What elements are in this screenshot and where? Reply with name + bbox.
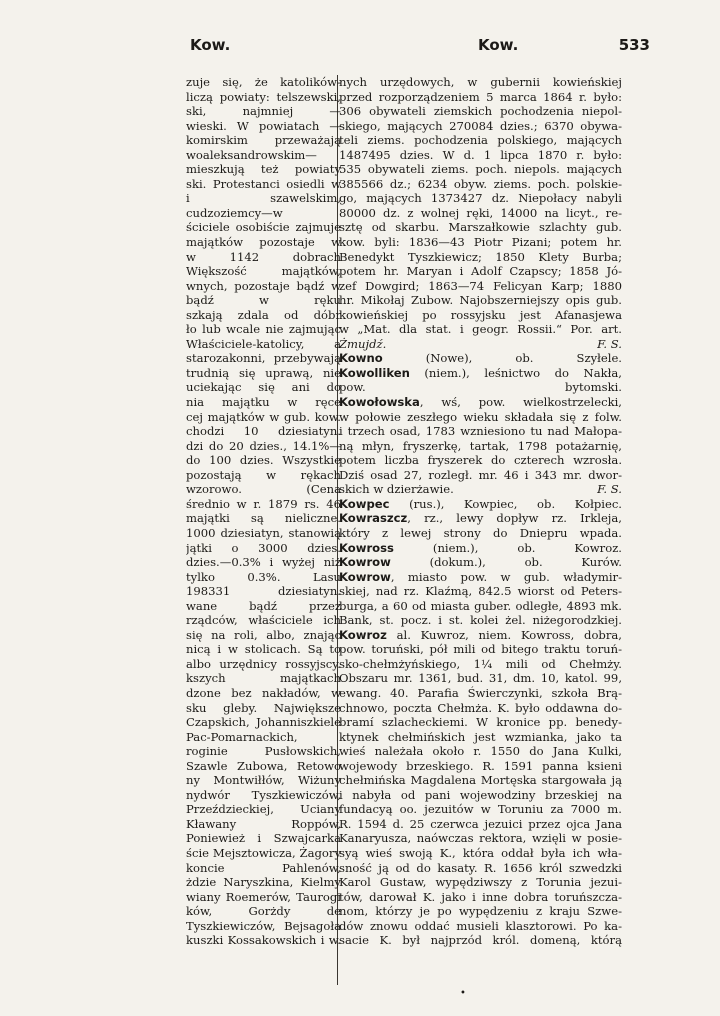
entry-first-line: Kowrow (dokum.), ob. Kurów. — [339, 555, 622, 570]
text-line: kuszki Kossakowskich i w. — [186, 933, 341, 948]
text-line: Pac-Pomarnackich, — [186, 729, 298, 744]
entry-first-line: Kowpec (rus.), Kowpiec, ob. Kołpiec. — [339, 496, 622, 511]
text-line: chnowo, poczta Chełmża. K. było oddawna do- — [339, 700, 622, 715]
text-line: ście Mejsztowicza, Żagory — [186, 845, 341, 860]
text-line: uciekając się ani do — [186, 380, 341, 395]
text-line: tów, darował K. jako i inne dobra toruńszcza- — [339, 889, 622, 904]
text-line: 306 obywateli ziemskich pochodzenia niepol- — [339, 104, 622, 119]
text-line: ło lub wcale nie zajmując — [186, 322, 341, 337]
text-line: sztę od skarbu. Marszałkowie szlachty gub. — [339, 220, 622, 235]
text-line: hr. Mikołaj Zubow. Najobszerniejszy opis gub. — [339, 293, 622, 308]
text-line: albo urzędnicy rossyjscy. — [186, 656, 341, 671]
text-line: Właściciele-katolicy, a — [186, 336, 341, 351]
entry-first-line: Kowross (niem.), ob. Kowroz. — [339, 540, 622, 555]
text-line: do 100 dzies. Wszystkie — [186, 453, 341, 468]
text-line: bramí szlacheckiemi. W kronice pp. benedy- — [339, 715, 622, 730]
text-line: wiany Roemerów, Taurogi — [186, 889, 341, 904]
text-line: ściciele osobiście zajmuje — [186, 220, 341, 235]
text-line: w 1142 dobrach — [186, 249, 341, 264]
text-line: mieszkują też powiaty — [186, 162, 341, 177]
text-line: kowieńskiej po rossyjsku jest Afanasjewa — [339, 307, 622, 322]
text-line: dzone bez nakładów, w — [186, 685, 341, 700]
text-line: zuje się, że katolików- — [186, 75, 341, 89]
text-line: liczą powiaty: telszewski, — [186, 89, 341, 104]
text-line: potem liczba fryszerek do czterech wzrosła. — [339, 453, 622, 468]
text-line: Kławany Roppów, — [186, 816, 341, 831]
text-line: syą wieś swoją K., która oddał była ich wła- — [339, 845, 622, 860]
text-line: Dziś osad 27, rozległ. mr. 46 i 343 mr. dwor- — [339, 467, 622, 482]
text-line: Obszaru mr. 1361, bud. 31, dm. 10, katol. 99, — [339, 671, 622, 686]
text-line: teli ziems. pochodzenia polskiego, mających — [339, 133, 622, 148]
text-line: skiego, mających 270084 dzies.; 6370 obywa- — [339, 118, 622, 133]
text-line: majątków pozostaje w — [186, 235, 341, 250]
text-line: trudnią się uprawą, nie — [186, 365, 341, 380]
header-center-keyword: Kow. — [478, 36, 519, 54]
text-line: komirskim przeważają — [186, 133, 341, 148]
text-line: jątki o 3000 dzies. — [186, 540, 341, 555]
text-line: żdzie Naryszkina, Kielmy — [186, 875, 341, 890]
text-line: sku gleby. Największe — [186, 700, 341, 715]
left-column — [186, 75, 341, 948]
text-line: szkają zdala od dóbr — [186, 307, 341, 322]
text-line: 385566 dz.; 6234 obyw. ziems. poch. polskie- — [339, 176, 622, 191]
text-line: który z lewej strony do Dniepru wpada. — [339, 525, 622, 540]
text-line: majątki są nieliczne. — [186, 511, 341, 526]
text-line: starozakonni, przebywają — [186, 351, 341, 366]
text-line: Poniewież i Szwajcarka — [186, 831, 341, 846]
text-line: ski, najmniej — — [186, 104, 341, 119]
text-line: wieś należała około r. 1550 do Jana Kulki, — [339, 744, 622, 759]
text-line: nia majątku w ręce — [186, 395, 341, 410]
page-number: 533 — [618, 36, 650, 54]
text-line: Karol Gustaw, wypędziwszy z Torunia jezui- — [339, 875, 622, 890]
text-line: burga, a 60 od miasta guber. odległe, 4893 mk. — [339, 598, 622, 613]
text-line: Kanaryusza, naówczas rektora, wzięli w posie- — [339, 831, 622, 846]
text-line: wojewody brzeskiego. R. 1591 panna ksieni — [339, 758, 622, 773]
entry-first-line: Kowolliken (niem.), leśnictwo do Nakła, — [339, 365, 622, 380]
text-line: ny Montwiłłów, Wiżuny — [186, 773, 341, 788]
text-line: koncie Pahlenów, — [186, 860, 341, 875]
text-line: ków, Gorżdy de — [186, 904, 341, 919]
text-line: nom, którzy je po wypędzeniu z kraju Szwe- — [339, 904, 622, 919]
text-line: i szawelskim, — [186, 191, 341, 206]
footer-mark: • — [460, 988, 466, 999]
text-line: Czapskich, Johanniszkiele — [186, 715, 341, 730]
text-line: bądź w ręku — [186, 293, 341, 308]
text-line: R. 1594 d. 25 czerwca jezuici przez ojca Jana — [339, 816, 622, 831]
entry-headword: Kowrow — [339, 569, 391, 584]
text-line: roginie Pusłowskich, — [186, 744, 341, 759]
text-line: pozostają w rękach — [186, 467, 341, 482]
text-line: Większość majątków, — [186, 264, 341, 279]
text-line: w połowie zeszłego wieku składała się z folw. — [339, 409, 622, 424]
cross-reference: Żmujdź. — [339, 336, 387, 351]
text-line: kow. byli: 1836—43 Piotr Pizani; potem hr. — [339, 235, 622, 250]
text-line: 198331 dziesiatyn. — [186, 584, 341, 599]
text-line: 1000 dziesiatyn, stanowią — [186, 525, 341, 540]
text-line: ski. Protestanci osiedli w — [186, 176, 341, 191]
entry-headword: Kowroz — [339, 627, 387, 642]
text-line: 1487495 dzies. W d. 1 lipca 1870 r. było: — [339, 147, 622, 162]
text-line: zef Dowgird; 1863—74 Felicyan Karp; 1880 — [339, 278, 622, 293]
text-line: dzi do 20 dzies., 14.1%— — [186, 438, 341, 453]
text-line: kszych majątkach — [186, 671, 341, 686]
entry-first-line: Kowroz al. Kuwroz, niem. Kowross, dobra, — [339, 627, 622, 642]
text-line: wane bądź przez — [186, 598, 341, 613]
text-line: i nabyła od pani wojewodziny brzeskiej na — [339, 787, 622, 802]
text-line: sacie K. był najprzód król. domeną, którą — [339, 933, 622, 948]
text-line: Bank, st. pocz. i st. kolei żel. niżegorodzkiej. — [339, 613, 622, 628]
author-signature: F. S. — [597, 336, 622, 351]
text-line: Szawle Zubowa, Retowo — [186, 758, 341, 773]
text-line: nydwór Tyszkiewiczów, — [186, 787, 341, 802]
text-line: sność ją od do kasaty. R. 1656 król szwedzki — [339, 860, 622, 875]
text-line: 80000 dz. z wolnej ręki, 14000 na licyt., re- — [339, 205, 622, 220]
text-line: tylko 0.3%. Lasu — [186, 569, 341, 584]
text-line: ewang. 40. Parafia Świerczynki, szkoła Brą- — [339, 685, 622, 700]
text-line: się na roli, albo, znając — [186, 627, 341, 642]
text-line: sko-chełmżyńskiego, 1¼ mili od Chełmży. — [339, 656, 622, 671]
text-line: w „Mat. dla stat. i geogr. Rossii.“ Por. art. — [339, 322, 622, 337]
text-line: cudzoziemcy—w — [186, 205, 283, 220]
text-line: chodzi 10 dziesiatyn. — [186, 424, 341, 439]
text-line: wnych, pozostaje bądź w — [186, 278, 341, 293]
text-line: skiej, nad rz. Klaźmą, 842.5 wiorst od Peters- — [339, 584, 622, 599]
entry-first-line: Kowołowska, wś, pow. wielkostrzelecki, — [339, 395, 622, 410]
entry-headword: Kowross — [339, 540, 394, 555]
right-column — [339, 75, 622, 948]
entry-first-line: Kowraszcz, rz., lewy dopływ rz. Irkleja, — [339, 511, 622, 526]
text-line: go, mających 1373427 dz. Niepołacy nabyli — [339, 191, 622, 206]
text-line: nicą i w stolicach. Są to — [186, 642, 341, 657]
text-line: skich w dzierżawie. F. S. — [339, 482, 622, 497]
text-line: 535 obywateli ziems. poch. niepols. mających — [339, 162, 622, 177]
text-line: Przeździeckiej, Uciany — [186, 802, 341, 817]
entry-headword: Kowolliken — [339, 365, 410, 380]
text-line: wieski. W powiatach — — [186, 118, 341, 133]
text-line: woaleksandrowskim— — [186, 147, 317, 162]
text-line: Tyszkiewiczów, Bejsagoła — [186, 918, 341, 933]
page-header — [190, 36, 650, 58]
entry-headword: Kowołowska — [339, 395, 420, 410]
signature-row — [339, 337, 622, 352]
author-signature: F. S. — [597, 482, 622, 497]
entry-first-line: Kowno (Nowe), ob. Szyłele. — [339, 351, 622, 366]
text-line: ktynek chełmińskich jest wzmianka, jako ta — [339, 729, 622, 744]
text-line: nych urzędowych, w gubernii kowieńskiej — [339, 75, 622, 89]
text-line: ną młyn, fryszerkę, tartak, 1798 potażarnię, — [339, 438, 622, 453]
text-line: cej majątków w gub. kow. — [186, 409, 341, 424]
entry-headword: Kowno — [339, 351, 383, 366]
entry-headword: Kowrow — [339, 555, 391, 570]
header-left-keyword: Kow. — [190, 36, 231, 54]
text-line: potem hr. Maryan i Adolf Czapscy; 1858 Jó- — [339, 264, 622, 279]
text-line: dzies.—0.3% i wyżej niż — [186, 555, 341, 570]
text-line: średnio w r. 1879 rs. 46 — [186, 496, 341, 511]
text-line: dów znowu oddać musieli klasztorowi. Po ka- — [339, 918, 622, 933]
text-line: pow. toruński, pół mili od bitego traktu toruń- — [339, 642, 622, 657]
entry-headword: Kowpec — [339, 496, 390, 511]
text-line: rządców, właściciele ich — [186, 613, 341, 628]
text-line: wzorowo. (Cena — [186, 482, 341, 497]
text-line: Benedykt Tyszkiewicz; 1850 Klety Burba; — [339, 249, 622, 264]
text-line: fundacyą oo. jezuitów w Toruniu za 7000 m. — [339, 802, 622, 817]
text-line: chełmińska Magdalena Mortęska stargowała ją — [339, 773, 622, 788]
entry-headword: Kowraszcz — [339, 511, 408, 526]
text-line: pow. bytomski. — [339, 380, 622, 395]
text-line: i trzech osad, 1783 wzniesiono tu nad Małopa- — [339, 424, 622, 439]
text-line: przed rozporządzeniem 5 marca 1864 r. było: — [339, 89, 622, 104]
entry-first-line: Kowrow, miasto pow. w gub. władymir- — [339, 569, 622, 584]
